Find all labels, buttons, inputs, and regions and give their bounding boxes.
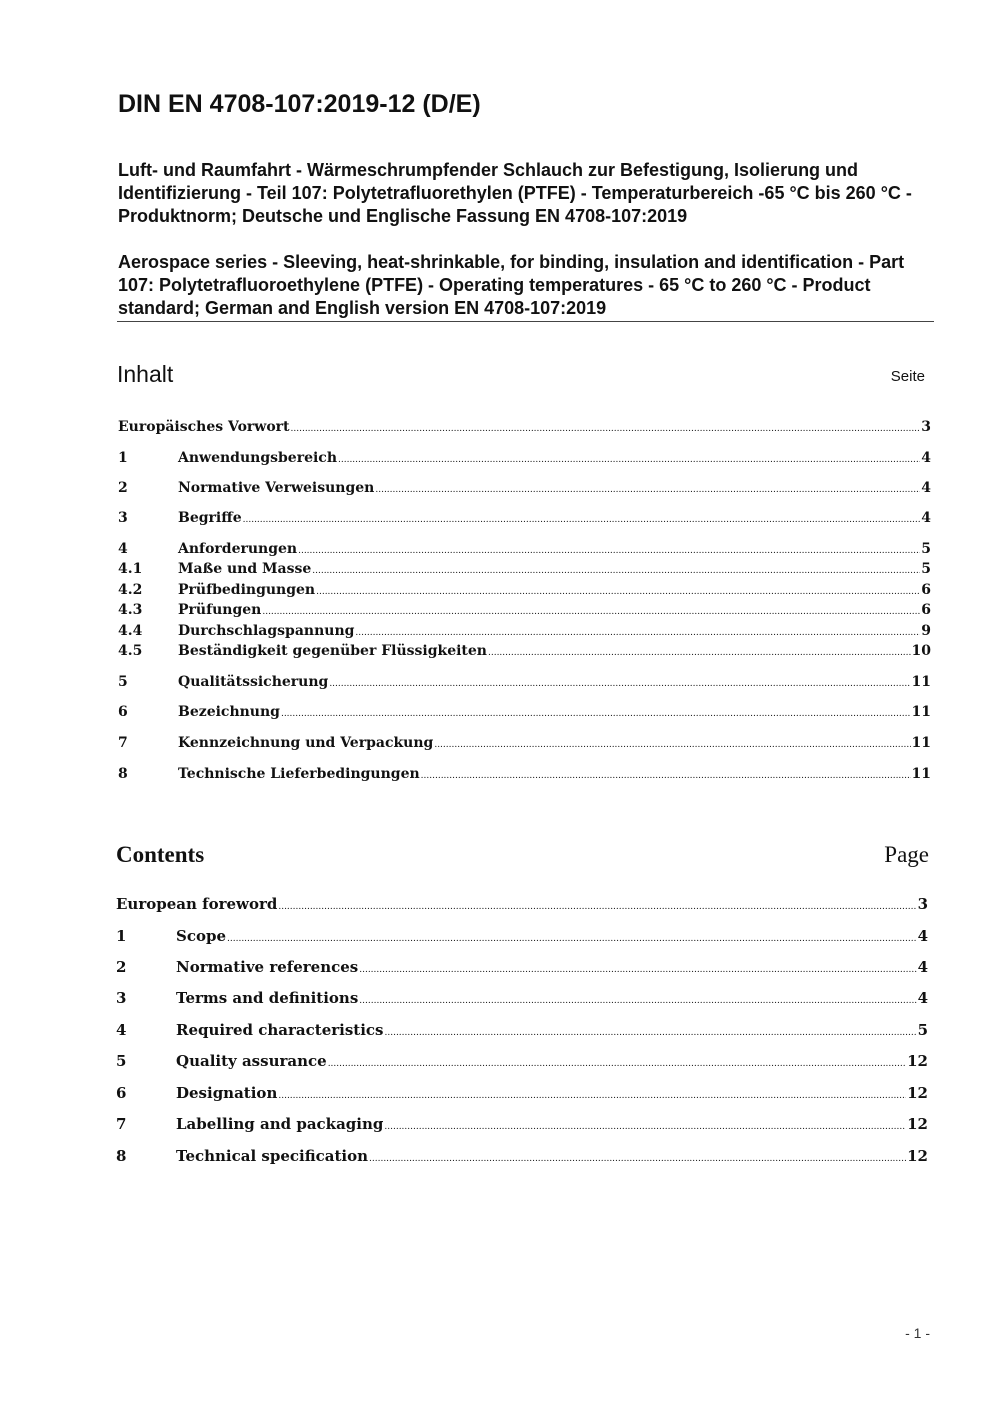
toc-entry-page: 4 — [921, 510, 931, 526]
toc-entry-title: Qualitätssicherung — [178, 674, 329, 690]
toc-de-entry[interactable] — [118, 540, 931, 561]
toc-entry-title: Kennzeichnung und Verpackung — [178, 735, 434, 751]
toc-entry-title: Normative Verweisungen — [178, 480, 375, 496]
toc-entry-page: 3 — [917, 895, 928, 913]
toc-de-entry[interactable] — [118, 703, 931, 724]
toc-entry-number: 7 — [118, 735, 128, 751]
toc-dot-leader — [262, 601, 920, 622]
toc-entry-page: 4 — [917, 989, 928, 1007]
toc-de-entry[interactable] — [118, 642, 931, 663]
toc-dot-leader — [278, 1084, 906, 1106]
toc-en-entry[interactable] — [116, 1021, 928, 1043]
toc-entry-title: Anforderungen — [178, 541, 298, 557]
toc-entry-title: Bezeichnung — [178, 704, 280, 720]
toc-de-entry[interactable] — [118, 560, 931, 581]
toc-entry-page: 10 — [911, 643, 931, 659]
toc-entry-page: 12 — [907, 1052, 928, 1070]
toc-entry-title: Terms and definitions — [176, 989, 359, 1007]
toc-entry-page: 3 — [921, 419, 931, 435]
subtitle-english: Aerospace series - Sleeving, heat-shrinkable, for binding, insulation and identification - Part 107: Polytetrafluoroethylene (PTFE) - Operating temperatures - 65 °C to 260 °C - Product standard; German and English version EN 4708-107:2019 — [118, 252, 905, 318]
toc-entry-number: 8 — [118, 766, 128, 782]
toc-entry-number: 1 — [116, 927, 127, 945]
toc-de-heading: Inhalt — [117, 361, 174, 387]
toc-entry-page: 11 — [911, 735, 931, 751]
toc-entry-number: 7 — [116, 1115, 127, 1133]
toc-entry-page: 12 — [907, 1115, 928, 1133]
toc-dot-leader — [385, 1021, 917, 1043]
toc-entry-title: Required characteristics — [176, 1021, 384, 1039]
toc-entry-number: 4.1 — [118, 561, 143, 577]
toc-entry-page: 11 — [911, 704, 931, 720]
toc-entry-page: 4 — [917, 927, 928, 945]
toc-entry-title: Normative references — [176, 958, 359, 976]
toc-dot-leader — [312, 560, 920, 581]
toc-en-entry[interactable] — [116, 989, 928, 1011]
toc-dot-leader — [488, 642, 911, 663]
toc-dot-leader — [369, 1147, 906, 1169]
title-divider — [117, 321, 934, 322]
toc-entry-number: 1 — [118, 450, 128, 466]
toc-entry-title: Maße und Masse — [178, 561, 312, 577]
toc-de-entry[interactable] — [118, 601, 931, 622]
toc-en-entry[interactable] — [116, 895, 928, 917]
toc-dot-leader — [281, 703, 911, 724]
toc-de-entry[interactable] — [118, 509, 931, 530]
toc-entry-title: Begriffe — [178, 510, 242, 526]
toc-dot-leader — [316, 581, 920, 602]
toc-entry-number: 6 — [116, 1084, 127, 1102]
toc-entry-number: 4.3 — [118, 602, 143, 618]
toc-de-entry[interactable] — [118, 734, 931, 755]
toc-en-entry[interactable] — [116, 1084, 928, 1106]
toc-en-heading: Contents — [116, 842, 205, 867]
toc-entry-title: Quality assurance — [176, 1052, 327, 1070]
toc-entry-title: Beständigkeit gegenüber Flüssigkeiten — [178, 643, 487, 659]
toc-de-entry[interactable] — [118, 673, 931, 694]
toc-dot-leader — [355, 622, 920, 643]
toc-dot-leader — [298, 540, 920, 561]
toc-de-entry[interactable] — [118, 622, 931, 643]
toc-de-entry[interactable] — [118, 418, 931, 439]
toc-de-entry[interactable] — [118, 581, 931, 602]
toc-de-page-label: Seite — [890, 368, 925, 385]
toc-entry-title: Europäisches Vorwort — [118, 419, 290, 435]
toc-entry-number: 5 — [118, 674, 128, 690]
toc-entry-title: Anwendungsbereich — [178, 450, 337, 466]
toc-en-entry[interactable] — [116, 958, 928, 980]
toc-entry-page: 6 — [921, 582, 931, 598]
toc-dot-leader — [338, 449, 920, 470]
toc-dot-leader — [384, 1115, 906, 1137]
toc-dot-leader — [278, 895, 916, 917]
toc-entry-title: Technical specification — [176, 1147, 369, 1165]
toc-entry-title: Scope — [176, 927, 227, 945]
toc-entry-page: 5 — [917, 1021, 928, 1039]
toc-entry-title: Prüfbedingungen — [178, 582, 316, 598]
toc-entry-title: Labelling and packaging — [176, 1115, 384, 1133]
toc-entry-page: 4 — [921, 450, 931, 466]
toc-entry-page: 12 — [907, 1147, 928, 1165]
toc-entry-page: 12 — [907, 1084, 928, 1102]
toc-dot-leader — [375, 479, 920, 500]
toc-entry-number: 3 — [116, 989, 127, 1007]
toc-dot-leader — [359, 958, 916, 980]
toc-entry-title: European foreword — [116, 895, 278, 913]
toc-entry-number: 6 — [118, 704, 128, 720]
toc-entry-page: 4 — [917, 958, 928, 976]
toc-entry-title: Durchschlagspannung — [178, 623, 355, 639]
toc-entry-number: 3 — [118, 510, 128, 526]
toc-en-entry[interactable] — [116, 1052, 928, 1074]
toc-entry-page: 6 — [921, 602, 931, 618]
toc-entry-page: 11 — [911, 766, 931, 782]
toc-de-entry[interactable] — [118, 765, 931, 786]
toc-entry-page: 9 — [921, 623, 931, 639]
toc-entry-title: Designation — [176, 1084, 278, 1102]
toc-entry-page: 11 — [911, 674, 931, 690]
subtitle-german: Luft- und Raumfahrt - Wärmeschrumpfender Schlauch zur Befestigung, Isolierung und Identifizierung - Teil 107: Polytetrafluorethylen (PTFE) - Temperaturbereich -65 °C bis 260 °C - Produktnorm; Deutsche und Englische Fassung EN 4708-107:2019 — [118, 160, 912, 226]
toc-entry-title: Technische Lieferbedingungen — [178, 766, 420, 782]
document-title: DIN EN 4708-107:2019-12 (D/E) — [118, 90, 481, 118]
toc-entry-number: 4 — [118, 541, 128, 557]
toc-entry-number: 2 — [118, 480, 128, 496]
toc-entry-number: 4.5 — [118, 643, 143, 659]
page-number: - 1 - — [905, 1325, 930, 1341]
toc-dot-leader — [291, 418, 921, 439]
toc-de-entry[interactable] — [118, 449, 931, 470]
toc-dot-leader — [243, 509, 921, 530]
toc-dot-leader — [434, 734, 910, 755]
toc-entry-title: Prüfungen — [178, 602, 262, 618]
toc-en-entry[interactable] — [116, 927, 928, 949]
toc-de-entry[interactable] — [118, 479, 931, 500]
toc-en-entry[interactable] — [116, 1147, 928, 1169]
toc-entry-number: 4 — [116, 1021, 127, 1039]
toc-entry-number: 4.2 — [118, 582, 143, 598]
toc-entry-page: 5 — [921, 541, 931, 557]
toc-entry-number: 8 — [116, 1147, 127, 1165]
toc-dot-leader — [421, 765, 911, 786]
toc-entry-number: 4.4 — [118, 623, 143, 639]
toc-dot-leader — [359, 989, 916, 1011]
toc-dot-leader — [328, 1052, 906, 1074]
toc-entry-page: 5 — [921, 561, 931, 577]
toc-entry-number: 2 — [116, 958, 127, 976]
toc-dot-leader — [329, 673, 910, 694]
toc-entry-page: 4 — [921, 480, 931, 496]
toc-entry-number: 5 — [116, 1052, 127, 1070]
toc-dot-leader — [227, 927, 917, 949]
toc-en-page-label: Page — [884, 842, 929, 867]
toc-en-entry[interactable] — [116, 1115, 928, 1137]
